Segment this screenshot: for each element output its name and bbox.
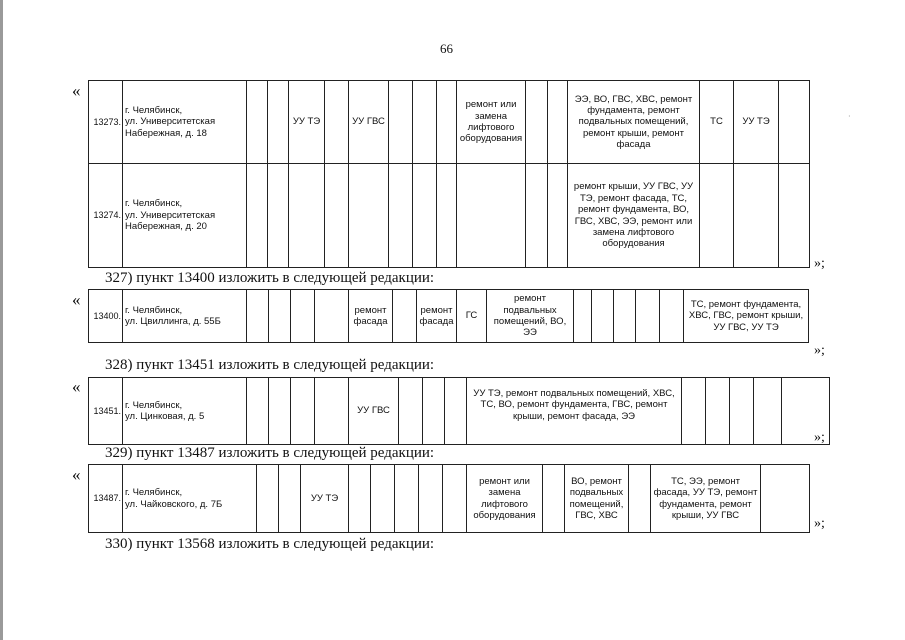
work-cell: ГС [457,290,487,343]
empty-cell [291,290,315,343]
address-line: г. Челябинск, [125,399,183,411]
empty-cell [548,164,568,268]
quote-open: « [72,377,81,396]
work-cell: ТС, ремонт фундамента, ХВС, ГВС, ремонт крыши, УУ ГВС, УУ ТЭ [684,290,809,343]
empty-cell [706,378,730,445]
empty-cell [289,164,325,268]
empty-cell [349,164,389,268]
empty-cell [268,81,289,164]
empty-cell [325,164,349,268]
empty-cell [754,378,782,445]
empty-cell [437,81,457,164]
empty-cell [457,164,526,268]
empty-cell [543,465,565,533]
work-cell: ЭЭ, ВО, ГВС, ХВС, ремонт фундамента, ремонт подвальных помещений, ремонт крыши, ремонт фасада [568,81,700,164]
empty-cell [734,164,779,268]
work-cell: УУ ТЭ [734,81,779,164]
address-line: ул. Чайковского, д. 7Б [125,498,223,510]
table-row [89,81,810,164]
empty-cell [779,164,810,268]
address-cell [123,81,247,164]
table-row [89,290,809,343]
quote-close: »; [814,256,825,271]
empty-cell [614,290,636,343]
empty-cell [730,378,754,445]
work-cell: УУ ТЭ [301,465,349,533]
empty-cell [423,378,445,445]
empty-cell [257,465,279,533]
quote-open: « [72,290,81,309]
quote-open: « [72,465,81,484]
empty-cell [399,378,423,445]
empty-cell [636,290,660,343]
empty-cell [247,290,269,343]
work-cell: ремонт фасада [417,290,457,343]
row-number: 13273. [89,81,123,164]
address-line: г. Челябинск, [125,198,183,210]
empty-cell [445,378,467,445]
empty-cell [592,290,614,343]
paragraph-327: 327) пункт 13400 изложить в следующей редакции: [105,270,435,286]
empty-cell [291,378,315,445]
page-number: 66 [440,41,453,56]
empty-cell [443,465,467,533]
address-cell [123,290,247,343]
empty-cell [413,164,437,268]
empty-cell [548,81,568,164]
row-number: 13451. [89,378,123,445]
address-line: ул. Университетская [125,116,216,128]
work-cell: УУ ТЭ [289,81,325,164]
empty-cell [269,290,291,343]
empty-cell [682,378,706,445]
empty-cell [247,81,268,164]
work-cell: ТС [700,81,734,164]
address-line: ул. Цинковая, д. 5 [125,411,205,422]
empty-cell [779,81,810,164]
work-cell: ремонт подвальных помещений, ВО, ЭЭ [487,290,574,343]
empty-cell [393,290,417,343]
quote-close: »; [814,430,825,445]
empty-cell [660,290,684,343]
empty-cell [574,290,592,343]
work-cell: УУ ГВС [349,378,399,445]
row-number: 13400. [89,290,123,343]
work-cell: ремонт фасада [349,290,393,343]
empty-cell [279,465,301,533]
empty-cell [526,164,548,268]
table-13273 [88,80,810,268]
empty-cell [761,465,810,533]
scan-edge [0,0,3,640]
address-line: г. Челябинск, [125,487,183,499]
address-line: г. Челябинск, [125,104,183,116]
work-cell: УУ ГВС [349,81,389,164]
empty-cell [325,81,349,164]
empty-cell [526,81,548,164]
row-number: 13274. [89,164,123,268]
table-row [89,465,810,533]
empty-cell [247,164,268,268]
address-line: Набережная, д. 20 [125,221,207,233]
quote-open: « [72,81,81,100]
address-line: ул. Университетская [125,209,216,221]
table-13400 [88,289,809,343]
address-line: г. Челябинск, [125,304,183,316]
address-line: Набережная, д. 18 [125,127,207,139]
address-cell [123,378,247,445]
table-13451 [88,377,830,445]
work-cell: ремонт крыши, УУ ГВС, УУ ТЭ, ремонт фасада, ТС, ремонт фундамента, ВО, ГВС, ХВС, ЭЭ, ремонт или замена лифтового оборудования [568,164,700,268]
address-cell [123,465,257,533]
address-line: ул. Цвиллинга, д. 55Б [125,316,221,327]
quote-close: »; [814,516,825,531]
work-cell: ремонт или замена лифтового оборудования [457,81,526,164]
empty-cell [389,164,413,268]
table-13487 [88,464,810,533]
quote-close: »; [814,343,825,358]
empty-cell [247,378,269,445]
empty-cell [437,164,457,268]
work-cell: ремонт или замена лифтового оборудования [467,465,543,533]
work-cell: ТС, ЭЭ, ремонт фасада, УУ ТЭ, ремонт фундамента, ремонт крыши, УУ ГВС [651,465,761,533]
work-cell: УУ ТЭ, ремонт подвальных помещений, ХВС, ТС, ВО, ремонт фундамента, ГВС, ремонт крыши, ремонт фасада, ЭЭ [467,378,682,445]
empty-cell [315,290,349,343]
empty-cell [269,378,291,445]
margin-mark: · [848,112,851,121]
paragraph-330: 330) пункт 13568 изложить в следующей редакции: [105,536,435,552]
address-cell [123,164,247,268]
empty-cell [395,465,419,533]
row-number: 13487. [89,465,123,533]
empty-cell [389,81,413,164]
paragraph-329: 329) пункт 13487 изложить в следующей редакции: [105,445,435,461]
empty-cell [413,81,437,164]
empty-cell [349,465,371,533]
empty-cell [700,164,734,268]
table-row [89,164,810,268]
empty-cell [629,465,651,533]
work-cell: ВО, ремонт подвальных помещений, ГВС, ХВС [565,465,629,533]
table-row [89,378,830,445]
empty-cell [268,164,289,268]
empty-cell [419,465,443,533]
empty-cell [371,465,395,533]
paragraph-328: 328) пункт 13451 изложить в следующей редакции: [105,357,435,373]
empty-cell [315,378,349,445]
